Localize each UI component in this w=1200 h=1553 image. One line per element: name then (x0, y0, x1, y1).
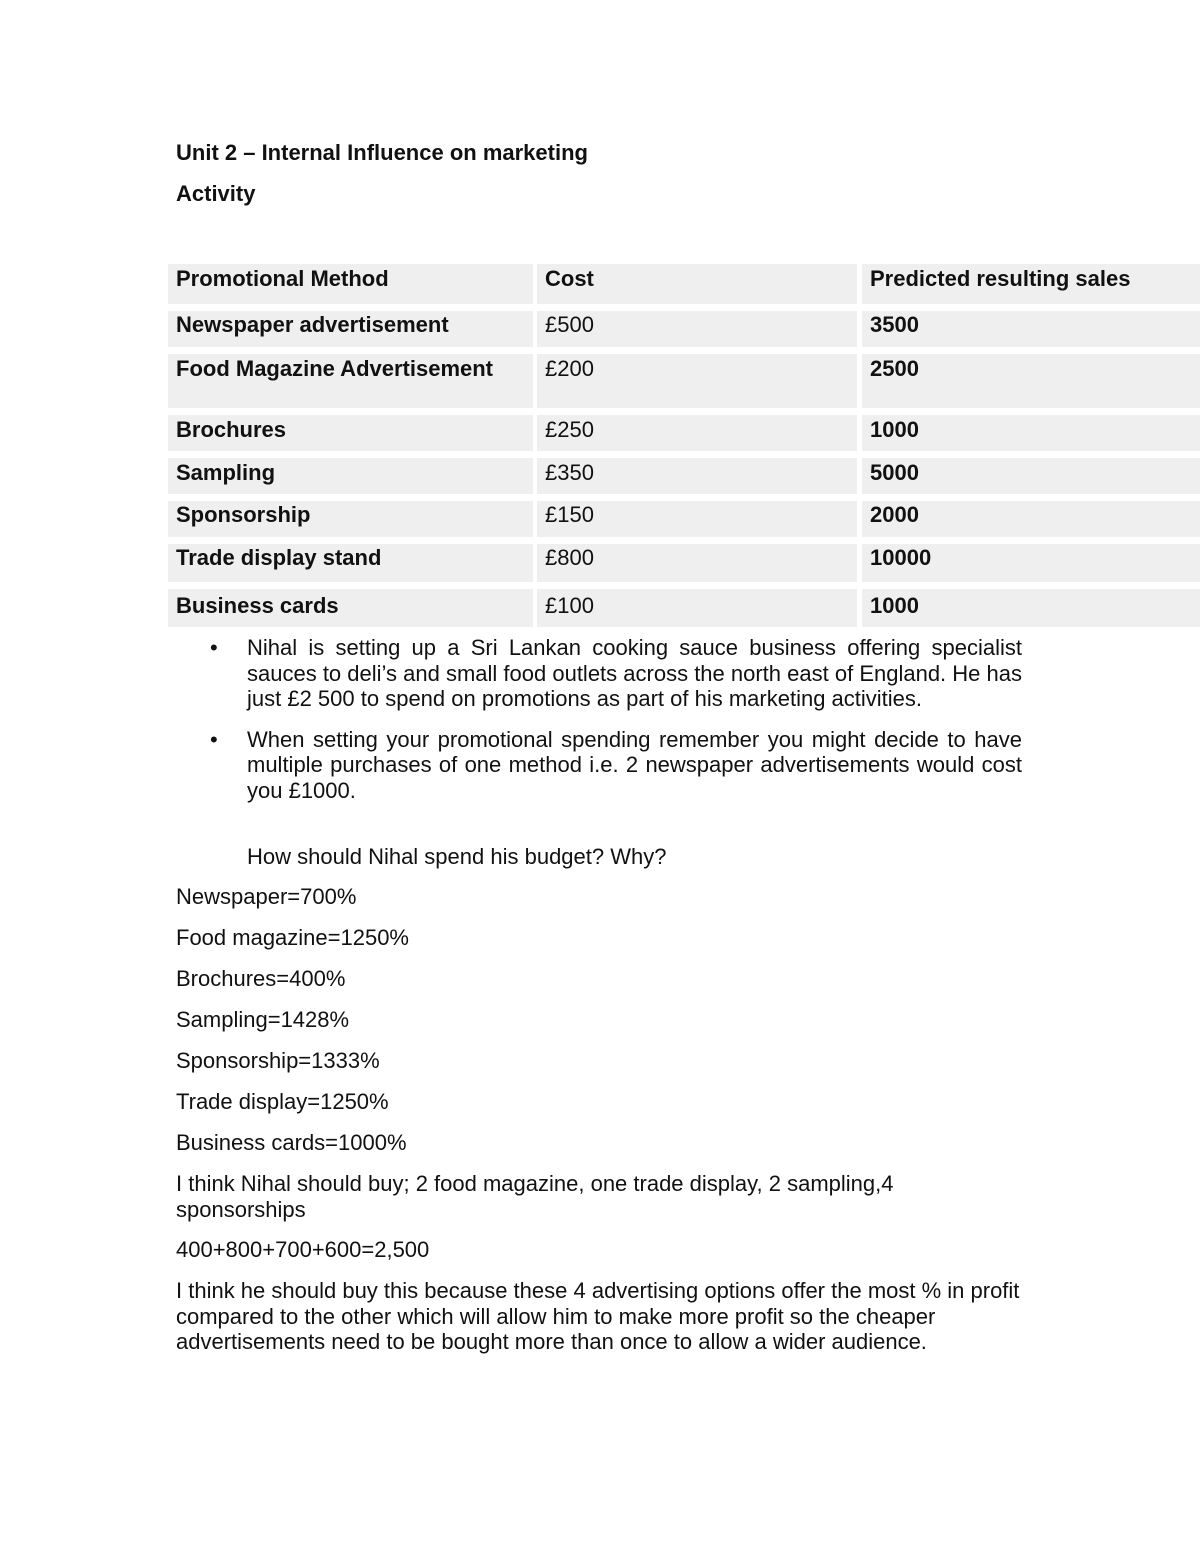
cell-method: Newspaper advertisement (168, 311, 533, 347)
answer-line: Trade display=1250% (176, 1089, 389, 1114)
cell-sales: 1000 (862, 589, 1200, 627)
promotion-table (168, 264, 1200, 634)
cell-method: Food Magazine Advertisement (168, 354, 533, 408)
calculation-text: 400+800+700+600=2,500 (176, 1237, 430, 1262)
header-predicted-sales: Predicted resulting sales (862, 264, 1200, 304)
cell-method: Sampling (168, 458, 533, 494)
table-row (168, 458, 1200, 494)
reasoning-text: I think he should buy this because these 4 advertising options offer the most % in profit compared to the other which will allow him to make more profit so the cheaper advertisements need to be bought more than once to allow a wider audience. (176, 1278, 1020, 1354)
table-header-row (168, 264, 1200, 304)
cell-method: Trade display stand (168, 544, 533, 582)
header-promotional-method: Promotional Method (168, 264, 533, 304)
cell-sales: 3500 (862, 311, 1200, 347)
answer-line: Sampling=1428% (176, 1007, 350, 1032)
cell-cost: £150 (537, 501, 857, 537)
list-item (210, 727, 1022, 804)
cell-method: Sponsorship (168, 501, 533, 537)
table-row (168, 354, 1200, 408)
cell-cost: £100 (537, 589, 857, 627)
answer-line: Brochures=400% (176, 966, 346, 991)
table-row (168, 311, 1200, 347)
section-heading-activity: Activity (176, 181, 256, 206)
question-text: How should Nihal spend his budget? Why? (247, 844, 667, 869)
cell-sales: 5000 (862, 458, 1200, 494)
cell-cost: £200 (537, 354, 857, 408)
list-item (210, 635, 1022, 712)
table-row (168, 415, 1200, 451)
bullet-list (210, 635, 1022, 818)
cell-cost: £350 (537, 458, 857, 494)
cell-cost: £250 (537, 415, 857, 451)
bullet-text: Nihal is setting up a Sri Lankan cooking sauce business offering specialist sauces to deli’s and small food outlets across the north east of England. He has just £2 500 to spend on promotions as part of his marketing activities. (247, 635, 1022, 711)
table-row (168, 589, 1200, 627)
table-row (168, 501, 1200, 537)
bullet-text: When setting your promotional spending remember you might decide to have multiple purchases of one method i.e. 2 newspaper advertisements would cost you £1000. (247, 726, 1022, 803)
cell-method: Brochures (168, 415, 533, 451)
cell-cost: £800 (537, 544, 857, 582)
answer-line: Sponsorship=1333% (176, 1048, 380, 1073)
answer-line: Business cards=1000% (176, 1130, 407, 1155)
answer-section (176, 884, 1036, 1370)
cell-sales: 2000 (862, 501, 1200, 537)
bullet-marker: • (210, 726, 218, 752)
header-cost: Cost (537, 264, 857, 304)
cell-sales: 1000 (862, 415, 1200, 451)
cell-sales: 10000 (862, 544, 1200, 582)
answer-line: Newspaper=700% (176, 884, 357, 909)
table-row (168, 544, 1200, 582)
cell-cost: £500 (537, 311, 857, 347)
cell-method: Business cards (168, 589, 533, 627)
cell-sales: 2500 (862, 354, 1200, 408)
answer-line: Food magazine=1250% (176, 925, 409, 950)
bullet-marker: • (210, 635, 218, 660)
recommendation-text: I think Nihal should buy; 2 food magazine, one trade display, 2 sampling,4 sponsorships (176, 1171, 894, 1222)
page-title: Unit 2 – Internal Influence on marketing (176, 140, 588, 165)
